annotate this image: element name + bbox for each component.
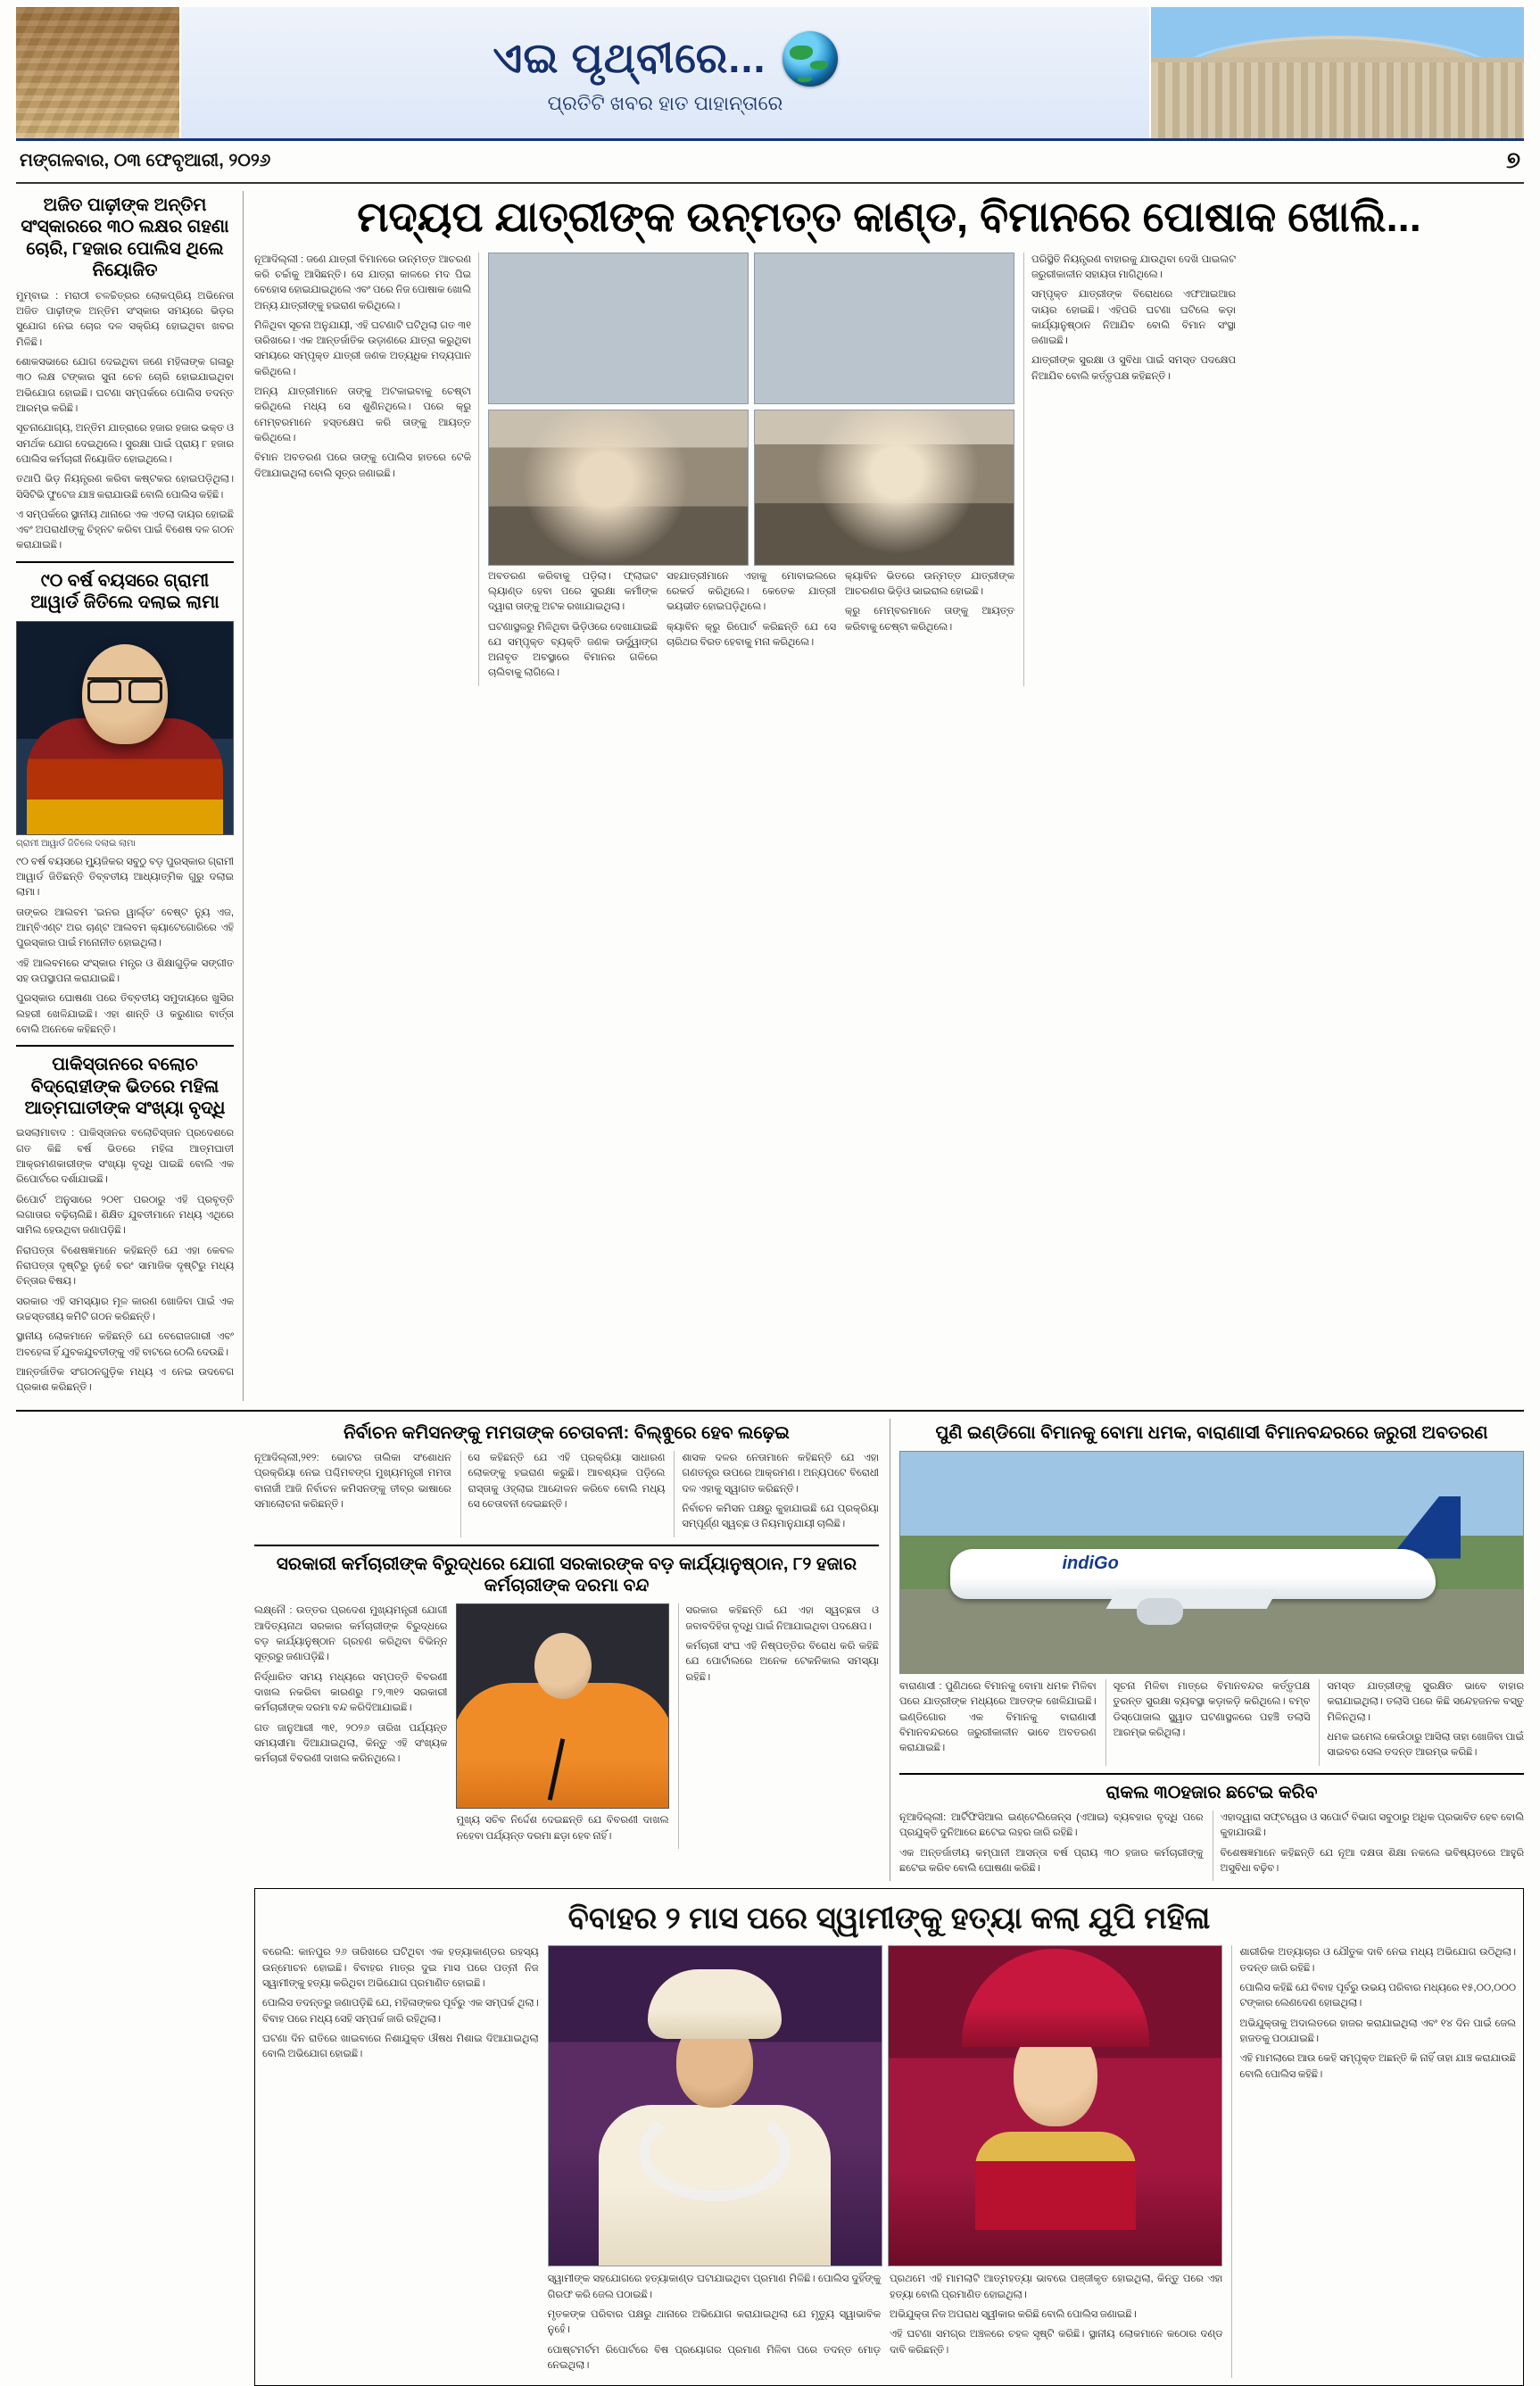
story2-headline: ୯୦ ବର୍ଷ ବୟସରେ ଗ୍ରାମୀ ଆୱାର୍ଡ ଜିତିଲେ ଦଲାଇ ଲାମା — [30, 570, 219, 613]
paragraph: ରିପୋର୍ଟ ଅନୁସାରେ ୨୦୧୮ ପରଠାରୁ ଏହି ପ୍ରବୃତ୍ତି ଲଗାତାର ବଢ଼ିଚାଲିଛି। ଶିକ୍ଷିତ ଯୁବତୀମାନେ ମଧ୍ୟ ଏଥିରେ ସାମିଲ ହେଉଥିବା ଜଣାପଡ଼ିଛି। — [16, 1194, 234, 1237]
paragraph: ସେ କହିଛନ୍ତି ଯେ ଏହି ପ୍ରକ୍ରିୟା ସାଧାରଣ ଲୋକଙ୍କୁ ହଇରାଣ କରୁଛି। ଆବଶ୍ୟକ ପଡ଼ିଲେ ରାସ୍ତାକୁ ଓହ୍ଲାଇ ଆନ୍ଦୋଳନ କରିବେ ବୋଲି ମଧ୍ୟ ସେ ଚେତାବନୀ ଦେଇଛନ୍ତି। — [468, 1453, 666, 1510]
paragraph: ସରକାର ଏହି ସମସ୍ୟାର ମୂଳ କାରଣ ଖୋଜିବା ପାଇଁ ଏକ ଉଚ୍ଚସ୍ତରୀୟ କମିଟି ଗଠନ କରିଛନ୍ତି। — [16, 1296, 234, 1322]
story1-headline: ଅଜିତ ପାଢ଼ୀଙ୍କ ଅନ୍ତିମ ସଂସ୍କାରରେ ୩୦ ଲକ୍ଷର ଗହଣା ଚୋରି, ୮ହଜାର ପୋଲିସ ଥିଲେ ନିୟୋଜିତ — [21, 195, 229, 281]
indigo-headline: ପୁଣି ଇଣ୍ଡିଗୋ ବିମାନକୁ ବୋମା ଧମକ, ବାରାଣାସୀ ବିମାନବନ୍ଦରରେ ଜରୁରୀ ଅବତରଣ — [935, 1422, 1488, 1443]
wedding-headline: ବିବାହର ୨ ମାସ ପରେ ସ୍ୱାମୀଙ୍କୁ ହତ୍ୟା କଲା ଯୁପି ମହିଳା — [567, 1901, 1211, 1936]
paragraph: ୯୦ ବର୍ଷ ବୟସରେ ମ୍ୟୁଜିକର ସବୁଠୁ ବଡ଼ ପୁରସ୍କାର ଗ୍ରାମୀ ଆୱାର୍ଡ ଜିତିଛନ୍ତି ତିବ୍ବତୀୟ ଆଧ୍ୟାତ୍ମିକ ଗୁରୁ ଦଲାଇ ଲାମା। — [16, 856, 234, 899]
wedding-photos — [548, 1945, 1223, 2266]
paragraph: ସରକାର କହିଛନ୍ତି ଯେ ଏହା ସ୍ୱଚ୍ଛତା ଓ ଜବାବଦିହିତା ବୃଦ୍ଧି ପାଇଁ ନିଆଯାଇଥିବା ପଦକ୍ଷେପ। — [685, 1605, 879, 1632]
paragraph: ନିର୍ଦ୍ଧାରିତ ସମୟ ମଧ୍ୟରେ ସମ୍ପତ୍ତି ବିବରଣୀ ଦାଖଲ ନକରିବା କାରଣରୁ ୮୨,୩୧୨ ସରକାରୀ କର୍ମଚାରୀଙ୍କ ଦରମା ବନ୍ଦ କରିଦିଆଯାଇଛି। — [254, 1671, 448, 1714]
masthead-center — [181, 7, 1149, 138]
paragraph: ନୂଆଦିଲ୍ଲୀ,୨୧୨: ଭୋଟର ତାଲିକା ସଂଶୋଧନ ପ୍ରକ୍ରିୟା ନେଇ ପଶ୍ଚିମବଙ୍ଗ ମୁଖ୍ୟମନ୍ତ୍ରୀ ମମତା ବାନାର୍ଜୀ ଆଜି ନିର୍ବାଚନ କମିସନଙ୍କୁ ତୀବ୍ର ଭାଷାରେ ସମାଲୋଚନା କରିଛନ୍ତି। — [254, 1453, 451, 1510]
paragraph: ସହଯାତ୍ରୀମାନେ ଏହାକୁ ମୋବାଇଲରେ ରେକର୍ଡ କରିଥିଲେ। କେତେକ ଯାତ୍ରୀ ଭୟଭୀତ ହୋଇପଡ଼ିଥିଲେ। — [667, 570, 836, 613]
page-title: ଏଇ ପୃଥ୍‌ବୀରେ... — [493, 34, 766, 81]
paragraph: ବିଶେଷଜ୍ଞମାନେ କହିଛନ୍ତି ଯେ ନୂଆ ଦକ୍ଷତା ଶିକ୍ଷା ନକଲେ ଭବିଷ୍ୟତରେ ଆହୁରି ଅସୁବିଧା ବଢ଼ିବ। — [1220, 1847, 1524, 1875]
bottom-section — [16, 1888, 1524, 2386]
paragraph: ମିଳିଥିବା ସୂଚନା ଅନୁଯାୟୀ, ଏହି ଘଟଣାଟି ଘଟିଥିଲା ଗତ ୩୧ ତାରିଖରେ। ଏକ ଆନ୍ତର୍ଜାତିକ ଉଡ଼ାଣରେ ଯାତ୍ରା କରୁଥିବା ସମୟରେ ସମ୍ପୃକ୍ତ ଯାତ୍ରୀ ଜଣକ ଅତ୍ୟଧିକ ମଦ୍ୟପାନ କରିଥିଲେ। — [254, 319, 471, 377]
paragraph: ଆନ୍ତର୍ଜାତିକ ସଂଗଠନଗୁଡ଼ିକ ମଧ୍ୟ ଏ ନେଇ ଉଦବେଗ ପ୍ରକାଶ କରିଛନ୍ତି। — [16, 1366, 234, 1394]
paragraph: ତାଙ୍କର ଆଲବମ 'ଇନର ୱାର୍ଲ୍ଡ' ବେଷ୍ଟ ନ୍ୟୁ ଏଜ, ଆମ୍ବିଏଣ୍ଟ ଅର ଚାଣ୍ଟ ଆଲବମ କ୍ୟାଟେଗୋରିରେ ଏହି ପୁରସ୍କାର ପାଇଁ ମନୋନୀତ ହୋଇଥିଲା। — [16, 907, 234, 949]
story2-body — [16, 855, 234, 1039]
paragraph: ବାରାଣାସୀ : ପୁଣିଥରେ ବିମାନକୁ ବୋମା ଧମକ ମିଳିବା ପରେ ଯାତ୍ରୀଙ୍କ ମଧ୍ୟରେ ଆତଙ୍କ ଖେଳିଯାଇଛି। ଇଣ୍ଡିଗୋର ଏକ ବିମାନକୁ ବାରାଣାସୀ ବିମାନବନ୍ଦରରେ ଜରୁରୀକାଳୀନ ଭାବେ ଅବତରଣ କରାଯାଇଛି। — [899, 1681, 1097, 1754]
lead-photo-row-2 — [488, 410, 1014, 566]
cabin-photo-3 — [488, 410, 749, 566]
paragraph: ମୃତକଙ୍କ ପରିବାର ପକ୍ଷରୁ ଥାନାରେ ଅଭିଯୋଗ କରାଯାଇଥିଲା ଯେ ମୃତ୍ୟୁ ସ୍ୱାଭାବିକ ନୁହେଁ। — [547, 2309, 881, 2336]
lead-col3 — [1031, 253, 1236, 385]
wedding-body — [262, 1945, 1516, 2378]
lead-photo-area — [488, 253, 1014, 686]
lead-photo-row-1 — [488, 253, 1014, 404]
paragraph: ନୂଆଦିଲ୍ଲୀ: ଆର୍ଟିଫିସିଆଲ ଇଣ୍ଟେଲିଜେନ୍ସ (ଏଆଇ) ବ୍ୟବହାର ବୃଦ୍ଧି ପରେ ପ୍ରଯୁକ୍ତି ଦୁନିଆରେ ଛଟେଇ ଲହର ଜାରି ରହିଛି। — [899, 1812, 1204, 1839]
paragraph: ତଥାପି ଭିଡ଼ ନିୟନ୍ତ୍ରଣ କରିବା କଷ୍ଟକର ହୋଇପଡ଼ିଥିଲା। ସିସିଟିଭି ଫୁଟେଜ ଯାଞ୍ଚ କରାଯାଉଛି ବୋଲି ପୋଲିସ କହିଛି। — [16, 474, 234, 501]
yogi-body — [254, 1603, 879, 1849]
left-column — [16, 191, 244, 1401]
paragraph: ସୂଚନାଯୋଗ୍ୟ, ଅନ୍ତିମ ଯାତ୍ରାରେ ହଜାର ହଜାର ଭକ୍ତ ଓ ସମର୍ଥକ ଯୋଗ ଦେଇଥିଲେ। ସୁରକ୍ଷା ପାଇଁ ପ୍ରାୟ ୮ ହଜାର ପୋଲିସ କର୍ମଚାରୀ ନିୟୋଜିତ ହୋଇଥିଲେ। — [16, 423, 234, 465]
paragraph: ପ୍ରଥମେ ଏହି ମାମଲାଟି ଆତ୍ମହତ୍ୟା ଭାବରେ ପଞ୍ଜୀକୃତ ହୋଇଥିଲା, କିନ୍ତୁ ପରେ ଏହା ହତ୍ୟା ବୋଲି ପ୍ରମାଣିତ ହୋଇଥିଲା। — [890, 2274, 1223, 2300]
paragraph: ଏହି ଘଟଣା ସମଗ୍ର ଅଞ୍ଚଳରେ ଚହଳ ସୃଷ୍ଟି କରିଛି। ସ୍ଥାନୀୟ ଲୋକମାନେ କଠୋର ଦଣ୍ଡ ଦାବି କରିଛନ୍ତି। — [890, 2329, 1223, 2356]
lead-headline: ମଦ୍ୟପ ଯାତ୍ରୀଙ୍କ ଉନ୍ମତ୍ତ କାଣ୍ଡ, ବିମାନରେ ପୋଷାକ ଖୋଲି... — [357, 193, 1421, 240]
paragraph: ବରେଲି: କାନପୁର ୨୬ ତାରିଖରେ ଘଟିଥିବା ଏକ ହତ୍ୟାକାଣ୍ଡର ରହସ୍ୟ ଉନ୍ମୋଚନ ହୋଇଛି। ବିବାହର ମାତ୍ର ଦୁଇ ମାସ ପରେ ପତ୍ନୀ ନିଜ ସ୍ୱାମୀଙ୍କୁ ହତ୍ୟା କରିଥିବା ଅଭିଯୋଗ ପ୍ରମାଣିତ ହୋଇଛି। — [262, 1947, 539, 1990]
paragraph: ଅଭିଯୁକ୍ତା ନିଜ ଅପରାଧ ସ୍ୱୀକାର କରିଛି ବୋଲି ପୋଲିସ ଜଣାଇଛି। — [890, 2309, 1137, 2321]
indigo-body — [899, 1679, 1524, 1766]
paragraph: ଧମକ ଇମେଲ କେଉଁଠାରୁ ଆସିଲା ତାହା ଖୋଜିବା ପାଇଁ ସାଇବର ସେଲ ତଦନ୍ତ ଆରମ୍ଭ କରିଛି। — [1327, 1732, 1525, 1759]
paragraph: ସମ୍ପୃକ୍ତ ଯାତ୍ରୀଙ୍କ ବିରୋଧରେ ଏଫଆଇଆର ଦାୟର ହୋଇଛି। ଏହିପରି ଘଟଣା ଘଟିଲେ କଡ଼ା କାର୍ଯ୍ୟାନୁଷ୍ଠାନ ନିଆଯିବ ବୋଲି ବିମାନ ସଂସ୍ଥା ଜଣାଇଛି। — [1031, 289, 1236, 347]
paragraph: ପୋଲିସ କହିଛି ଯେ ବିବାହ ପୂର୍ବରୁ ଉଭୟ ପରିବାର ମଧ୍ୟରେ ୧୫,୦୦,୦୦୦ ଟଙ୍କାର ଲେଣଦେଣ ହୋଇଥିଲା। — [1239, 1983, 1516, 2009]
paragraph: ସୂଚନା ମିଳିବା ମାତ୍ରେ ବିମାନବନ୍ଦର କର୍ତ୍ତୃପକ୍ଷ ତୁରନ୍ତ ସୁରକ୍ଷା ବ୍ୟବସ୍ଥା କଡ଼ାକଡ଼ି କରିଥିଲେ। ବମ୍ବ ଡିସ୍ପୋଜାଲ ସ୍କ୍ୱାଡ ଘଟଣାସ୍ଥଳରେ ପହଞ୍ଚି ତଲାସି ଆରମ୍ଭ କରିଥିଲା। — [1113, 1681, 1311, 1738]
globe-icon — [782, 31, 838, 87]
newspaper-page — [0, 7, 1540, 2374]
paragraph: ସ୍ୱାମୀଙ୍କ ସହଯୋଗରେ ହତ୍ୟାକାଣ୍ଡ ଘଟାଯାଇଥିବା ପ୍ରମାଣ ମିଳିଛି। ପୋଲିସ ଦୁହିଁଙ୍କୁ ଗିରଫ କରି ଜେଲ ପଠାଇଛି। — [547, 2274, 881, 2300]
paragraph: ମୁମ୍ବାଇ : ମରାଠୀ ଚଳଚ୍ଚିତ୍ରର ଲୋକପ୍ରିୟ ଅଭିନେତା ଅଜିତ ପାଢ଼ୀଙ୍କ ଅନ୍ତିମ ସଂସ୍କାର ସମୟରେ ଭିଡ଼ର ସୁଯୋଗ ନେଇ ଚୋର ଦଳ ସକ୍ରିୟ ହୋଇଥିବା ଖବର ମିଳିଛି। — [16, 290, 234, 348]
paragraph: ଅଭିଯୁକ୍ତାକୁ ଅଦାଲତରେ ହାଜର କରାଯାଇଥିଲା ଏବଂ ୧୪ ଦିନ ପାଇଁ ଜେଲ ହାଜତକୁ ପଠାଯାଇଛି। — [1239, 2017, 1516, 2044]
paragraph: ଶାରୀରିକ ଅତ୍ୟାଚାର ଓ ଯୌତୁକ ଦାବି ନେଇ ମଧ୍ୟ ଅଭିଯୋଗ ଉଠିଥିଲା। ତଦନ୍ତ ଜାରି ରହିଛି। — [1239, 1947, 1516, 1974]
paragraph: ଘଟଣାସ୍ଥଳରୁ ମିଳିଥିବା ଭିଡ଼ିଓରେ ଦେଖାଯାଇଛି ଯେ ସମ୍ପୃକ୍ତ ବ୍ୟକ୍ତି ଜଣକ ଊର୍ଦ୍ଧ୍ୱାଙ୍ଗ ଅନାବୃତ ଅବସ୍ଥାରେ ବିମାନର ଗଳିରେ ଚାଲିବାକୁ ଲାଗିଲେ। — [488, 621, 658, 679]
top-section — [16, 191, 1524, 1401]
groom-photo — [548, 1945, 882, 2266]
wedding-story — [254, 1888, 1524, 2386]
paragraph: ଏହି ଆଲବମରେ ସଂସ୍କାର ମନ୍ତ୍ର ଓ ଶିକ୍ଷାଗୁଡ଼ିକ ସଙ୍ଗୀତ ସହ ଉପସ୍ଥାପନା କରାଯାଇଛି। — [16, 957, 234, 984]
paragraph: ନୂଆଦିଲ୍ଲୀ : ଜଣେ ଯାତ୍ରୀ ବିମାନରେ ଉନ୍ମତ୍ତ ଆଚରଣ କରି ଚର୍ଚ୍ଚାକୁ ଆସିଛନ୍ତି। ସେ ଯାତ୍ରା କାଳରେ ମଦ ପିଇ ବେହୋସ ହୋଇଯାଇଥିଲେ ଏବଂ ପରେ ନିଜ ପୋଷାକ ଖୋଲି ଅନ୍ୟ ଯାତ୍ରୀଙ୍କୁ ହଇରାଣ କରିଥିଲେ। — [254, 253, 471, 311]
paragraph: ସ୍ଥାନୀୟ ଲୋକମାନେ କହିଛନ୍ତି ଯେ ବେରୋଜଗାରୀ ଏବଂ ଅବହେଳା ହିଁ ଯୁବକଯୁବତୀଙ୍କୁ ଏହି ବାଟରେ ଠେଲି ଦେଉଛି। — [16, 1331, 234, 1358]
indigo-aircraft-photo: indiGo — [899, 1451, 1524, 1674]
cabin-photo-2 — [754, 253, 1014, 404]
paragraph: ଶାସକ ଦଳର ନେତାମାନେ କହିଛନ୍ତି ଯେ ଏହା ଗଣତନ୍ତ୍ର ଉପରେ ଆକ୍ରମଣ। ଅନ୍ୟପଟେ ବିରୋଧୀ ଦଳ ଏହାକୁ ସ୍ୱାଗତ କରିଛନ୍ତି। — [682, 1453, 880, 1495]
dalai-lama-photo — [16, 621, 234, 835]
paragraph: ମୁଖ୍ୟ ସଚିବ ନିର୍ଦ୍ଦେଶ ଦେଇଛନ୍ତି ଯେ ବିବରଣୀ ଦାଖଲ ନହେବା ପର୍ଯ୍ୟନ୍ତ ଦରମା ଛଡ଼ା ହେବ ନାହିଁ। — [456, 1815, 669, 1842]
paragraph: କ୍ୟାବିନ ଭିତରେ ଉନ୍ମତ୍ତ ଯାତ୍ରୀଙ୍କ ଆଚରଣର ଭିଡ଼ିଓ ଭାଇରାଲ ହୋଇଛି। — [845, 570, 1014, 597]
ec-headline: ନିର୍ବାଚନ କମିସନଙ୍କୁ ମମତାଙ୍କ ଚେତାବନୀ: ବିଲ୍ଵୁରେ ହେବ ଲଢ଼େଇ — [344, 1422, 790, 1443]
paragraph: କ୍ରୁ ମେମ୍ବରମାନେ ତାଙ୍କୁ ଆୟତ୍ତ କରିବାକୁ ଚେଷ୍ଟା କରିଥିଲେ। — [845, 606, 1014, 633]
mid-right — [890, 1419, 1524, 1882]
masthead-tagline: ପ୍ରତିଟି ଖବର ହାତ ପାହାନ୍ତାରେ — [547, 91, 783, 114]
paragraph: ଏ ସମ୍ପର୍କରେ ସ୍ଥାନୀୟ ଥାନାରେ ଏକ ଏତଲା ଦାୟର ହୋଇଛି ଏବଂ ଅପରାଧୀଙ୍କୁ ଚିହ୍ନଟ କରିବା ପାଇଁ ବିଶେଷ ଦଳ ଗଠନ କରାଯାଇଛି। — [16, 509, 234, 551]
paragraph: କର୍ମଚାରୀ ସଂଘ ଏହି ନିଷ୍ପତ୍ତିର ବିରୋଧ କରି କହିଛି ଯେ ପୋର୍ଟାଲରେ ଅନେକ ଟେକନିକାଲ ସମସ୍ୟା ରହିଛି। — [685, 1641, 879, 1683]
date-bar — [16, 141, 1524, 184]
story3-headline: ପାକିସ୍ତାନରେ ବଲୋଚ ବିଦ୍ରୋହୀଙ୍କ ଭିତରେ ମହିଳା ଆତ୍ମଘାତୀଙ୍କ ସଂଖ୍ୟା ବୃଦ୍ଧି — [24, 1055, 226, 1118]
paragraph: ଯାତ୍ରୀଙ୍କ ସୁରକ୍ଷା ଓ ସୁବିଧା ପାଇଁ ସମସ୍ତ ପଦକ୍ଷେପ ନିଆଯିବ ବୋଲି କର୍ତ୍ତୃପକ୍ଷ କହିଛନ୍ତି। — [1031, 355, 1236, 382]
lead-photo-caption — [845, 569, 1014, 686]
paragraph: ପୋଷ୍ଟମର୍ଟମ ରିପୋର୍ଟରେ ବିଷ ପ୍ରୟୋଗର ପ୍ରମାଣ ମିଳିବା ପରେ ତଦନ୍ତ ମୋଡ଼ ନେଇଥିଲା। — [547, 2344, 881, 2371]
main-column — [254, 191, 1524, 1401]
lead-col2b — [667, 569, 836, 686]
page-number: ୭ — [1506, 146, 1520, 173]
rail-headline: ରାକଲ ୩୦ହଜାର ଛଟେଇ କରିବ — [1105, 1782, 1318, 1802]
paragraph: ଏହାଦ୍ୱାରା ସଫ୍ଟୱେର ଓ ସପୋର୍ଟ ବିଭାଗ ସବୁଠାରୁ ଅଧିକ ପ୍ରଭାବିତ ହେବ ବୋଲି କୁହାଯାଉଛି। — [1220, 1812, 1524, 1839]
paragraph: ଅବତରଣ କରିବାକୁ ପଡ଼ିଲା। ଫ୍ଲାଇଟ ଲ୍ୟାଣ୍ଡ ହେବା ପରେ ସୁରକ୍ଷା କର୍ମୀଙ୍କ ଦ୍ୱାରା ତାଙ୍କୁ ଅଟକ ରଖାଯାଇଥିଲା। — [488, 570, 658, 613]
story2-caption: ଗ୍ରାମୀ ଆୱାର୍ଡ ଜିତିଲେ ଦଲାଇ ଲାମା — [16, 838, 136, 849]
lead-story — [254, 253, 1524, 686]
lead-col2a — [488, 569, 658, 686]
paragraph: ନିର୍ବାଚନ କମିସନ ପକ୍ଷରୁ କୁହାଯାଇଛି ଯେ ପ୍ରକ୍ରିୟା ସମ୍ପୂର୍ଣ୍ଣ ସ୍ୱଚ୍ଛ ଓ ନିୟମାନୁଯାୟୀ ଚାଲିଛି। — [682, 1504, 880, 1530]
paragraph: ଏହି ମାମଲାରେ ଆଉ କେହି ସମ୍ପୃକ୍ତ ଅଛନ୍ତି କି ନାହିଁ ତାହା ଯାଞ୍ଚ କରାଯାଉଛି ବୋଲି ପୋଲିସ କହିଛି। — [1239, 2053, 1516, 2080]
paragraph: ଶୋକସଭାରେ ଯୋଗ ଦେଇଥିବା ଜଣେ ମହିଳାଙ୍କ ଗଳାରୁ ୩୦ ଲକ୍ଷ ଟଙ୍କାର ସୁନା ଚେନ ଚୋରି ହୋଇଯାଇଥିବା ଅଭିଯୋଗ ହୋଇଛି। ଘଟଣା ସମ୍ପର୍କରେ ପୋଲିସ ତଦନ୍ତ ଆରମ୍ଭ କରିଛି। — [16, 356, 234, 414]
ec-body — [254, 1451, 879, 1537]
paragraph: ସମସ୍ତ ଯାତ୍ରୀଙ୍କୁ ସୁରକ୍ଷିତ ଭାବେ ବାହାର କରାଯାଇଥିଲା। ତଲାସି ପରେ କିଛି ସନ୍ଦେହଜନକ ବସ୍ତୁ ମିଳିନଥିଲା। — [1327, 1681, 1525, 1723]
yogi-adityanath-photo — [456, 1603, 668, 1809]
mid-center — [254, 1419, 879, 1882]
publication-date: ମଙ୍ଗଳବାର, ୦୩ ଫେବୃଆରୀ, ୨୦୨୬ — [20, 150, 271, 170]
paragraph: କ୍ୟାବିନ କ୍ରୁ ରିପୋର୍ଟ କରିଛନ୍ତି ଯେ ସେ ଚାରିଥର ବିରତ ହେବାକୁ ମନା କରିଥିଲେ। — [667, 621, 836, 648]
paragraph: ପୁରସ୍କାର ଘୋଷଣା ପରେ ତିବ୍ବତୀୟ ସମୁଦାୟରେ ଖୁସିର ଲହରୀ ଖେଳିଯାଇଛି। ଏହା ଶାନ୍ତି ଓ କରୁଣାର ବାର୍ତ୍ତା ବୋଲି ଅନେକେ କହିଛନ୍ତି। — [16, 993, 234, 1035]
paragraph: ପୋଲିସ ତଦନ୍ତରୁ ଜଣାପଡ଼ିଛି ଯେ, ମହିଳାଙ୍କର ପୂର୍ବରୁ ଏକ ସମ୍ପର୍କ ଥିଲା। ବିବାହ ପରେ ମଧ୍ୟ ସେହି ସମ୍ପର୍କ ଜାରି ରହିଥିଲା। — [262, 1998, 539, 2025]
paragraph: ଲକ୍ଷ୍ନୌ : ଉତ୍ତର ପ୍ରଦେଶ ମୁଖ୍ୟମନ୍ତ୍ରୀ ଯୋଗୀ ଆଦିତ୍ୟନାଥ ସରକାର କର୍ମଚାରୀଙ୍କ ବିରୁଦ୍ଧରେ ବଡ଼ କାର୍ଯ୍ୟାନୁଷ୍ଠାନ ଗ୍ରହଣ କରିଥିବା ବିଭିନ୍ନ ସୂତ୍ରରୁ ଜଣାପଡ଼ିଛି। — [254, 1605, 448, 1663]
currency-notes-photo — [16, 7, 181, 138]
lead-col1 — [254, 253, 471, 483]
paragraph: ଗତ ଜାନୁଆରୀ ୩୧, ୨୦୨୬ ତାରିଖ ପର୍ଯ୍ୟନ୍ତ ସମୟସୀମା ଦିଆଯାଇଥିଲା, କିନ୍ତୁ ଏହି ସଂଖ୍ୟକ କର୍ମଚାରୀ ବିବରଣୀ ଦାଖଲ କରିନଥିଲେ। — [254, 1722, 448, 1765]
masthead — [16, 7, 1524, 141]
mid-section — [16, 1410, 1524, 1882]
bride-photo — [888, 1945, 1222, 2266]
paragraph: ଅନ୍ୟ ଯାତ୍ରୀମାନେ ତାଙ୍କୁ ଅଟକାଇବାକୁ ଚେଷ୍ଟା କରିଥିଲେ ମଧ୍ୟ ସେ ଶୁଣିନଥିଲେ। ପରେ କ୍ରୁ ମେମ୍ବରମାନେ ହସ୍ତକ୍ଷେପ କରି ତାଙ୍କୁ ଆୟତ୍ତ କରିଥିଲେ। — [254, 386, 471, 444]
story3-body — [16, 1126, 234, 1396]
parliament-building-photo — [1149, 7, 1524, 138]
paragraph: ଇସଲାମାବାଦ : ପାକିସ୍ତାନର ବଲୋଚିସ୍ତାନ ପ୍ରଦେଶରେ ଗତ କିଛି ବର୍ଷ ଭିତରେ ମହିଳା ଆତ୍ମଘାତୀ ଆକ୍ରମଣକାରୀଙ୍କ ସଂଖ୍ୟା ବୃଦ୍ଧି ପାଇଛି ବୋଲି ଏକ ରିପୋର୍ଟରେ ଦର୍ଶାଯାଇଛି। — [16, 1128, 234, 1186]
paragraph: ଘଟଣା ଦିନ ରାତିରେ ଖାଇବାରେ ନିଶାଯୁକ୍ତ ଔଷଧ ମିଶାଇ ଦିଆଯାଇଥିଲା ବୋଲି ଅଭିଯୋଗ ହୋଇଛି। — [262, 2034, 539, 2060]
paragraph: ନିରାପତ୍ତା ବିଶେଷଜ୍ଞମାନେ କହିଛନ୍ତି ଯେ ଏହା କେବଳ ନିରାପତ୍ତା ଦୃଷ୍ଟିରୁ ନୁହେଁ ବରଂ ସାମାଜିକ ଦୃଷ୍ଟିରୁ ମଧ୍ୟ ଚିନ୍ତାର ବିଷୟ। — [16, 1245, 234, 1288]
cabin-photo-4 — [754, 410, 1014, 566]
paragraph: ଏକ ଅନ୍ତର୍ଜାତୀୟ କମ୍ପାନୀ ଆସନ୍ତା ବର୍ଷ ପ୍ରାୟ ୩୦ ହଜାର କର୍ମଚାରୀଙ୍କୁ ଛଟେଇ କରିବ ବୋଲି ଘୋଷଣା କରିଛି। — [899, 1847, 1204, 1875]
yogi-headline: ସରକାରୀ କର୍ମଚାରୀଙ୍କ ବିରୁଦ୍ଧରେ ଯୋଗୀ ସରକାରଙ୍କ ବଡ଼ କାର୍ଯ୍ୟାନୁଷ୍ଠାନ, ୮୨ ହଜାର କର୍ମଚାରୀଙ୍କ ଦରମା ବନ୍ଦ — [276, 1553, 857, 1596]
paragraph: ପରିସ୍ଥିତି ନିୟନ୍ତ୍ରଣ ବାହାରକୁ ଯାଉଥିବା ଦେଖି ପାଇଲଟ ଜରୁରୀକାଳୀନ ସହାୟତା ମାଗିଥିଲେ। — [1031, 253, 1236, 280]
story1-body — [16, 289, 234, 554]
cabin-photo-1 — [488, 253, 749, 404]
paragraph: ବିମାନ ଅବତରଣ ପରେ ତାଙ୍କୁ ପୋଲିସ ହାତରେ ଟେକି ଦିଆଯାଇଥିଲା ବୋଲି ସୂତ୍ର ଜଣାଇଛି। — [254, 452, 471, 479]
rail-body — [899, 1810, 1524, 1881]
